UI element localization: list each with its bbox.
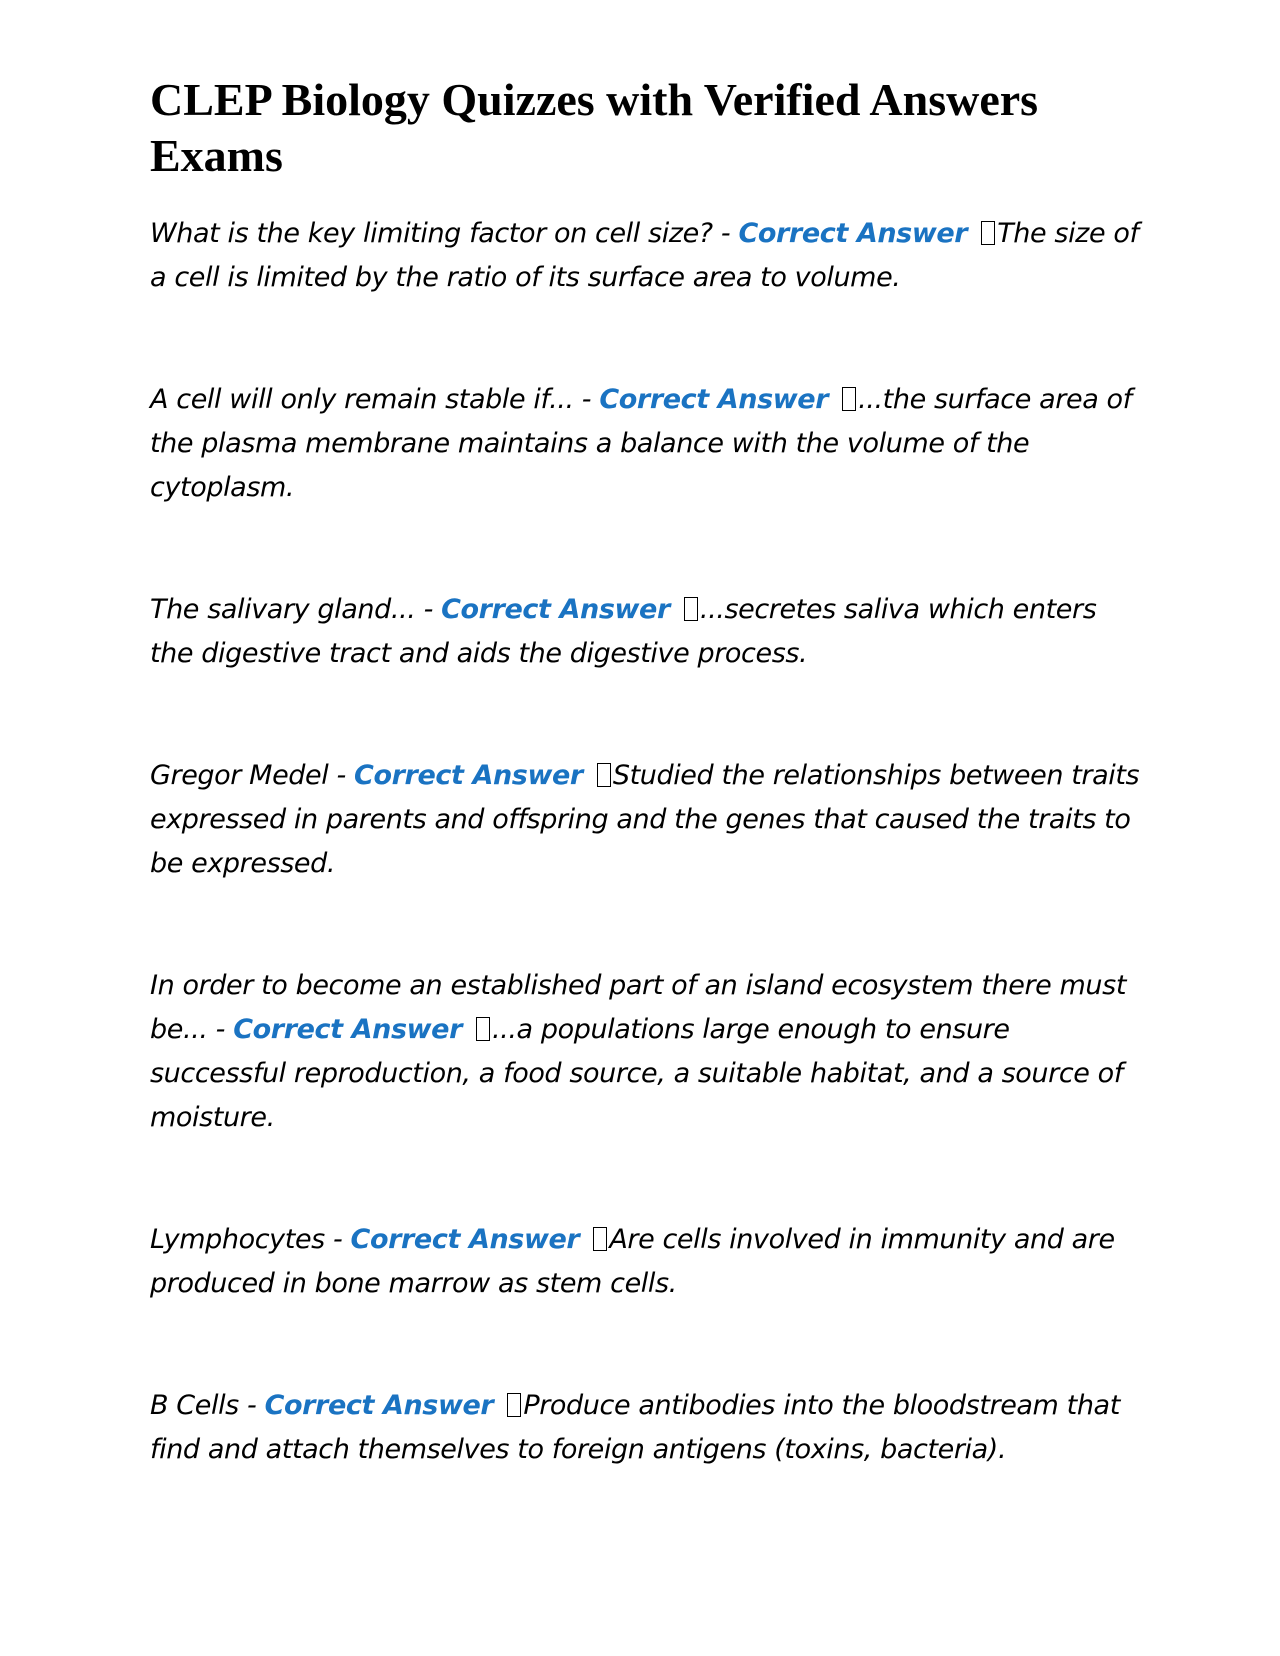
correct-answer-label: Correct Answer <box>738 218 968 249</box>
missing-glyph-icon <box>684 597 698 621</box>
correct-answer-label: Correct Answer <box>233 1014 462 1045</box>
missing-glyph-icon <box>476 1017 490 1041</box>
qa-item <box>150 588 1140 676</box>
document-title: CLEP Biology Quizzes with Verified Answers Exams <box>150 74 1039 181</box>
correct-answer-label: Correct Answer <box>354 760 583 791</box>
missing-glyph-icon <box>981 221 995 245</box>
qa-item <box>150 1218 1140 1306</box>
missing-glyph-icon <box>593 1227 607 1251</box>
qa-item <box>150 1384 1140 1472</box>
qa-item <box>150 754 1140 886</box>
qa-item <box>150 964 1140 1140</box>
qa-item <box>150 378 1140 510</box>
missing-glyph-icon <box>507 1393 521 1417</box>
answer-text: The size of a cell is limited by the ratio of its surface area to volume. <box>150 218 1139 293</box>
answer-text: ...the surface area of the plasma membrane maintains a balance with the volume of the cytoplasm. <box>150 384 1132 503</box>
question-text: What is the key limiting factor on cell size? - <box>150 218 731 249</box>
correct-answer-label: Correct Answer <box>441 594 670 625</box>
answer-text: Produce antibodies into the bloodstream that find and attach themselves to foreign antigens (toxins, bacteria). <box>150 1390 1120 1465</box>
question-text: The salivary gland... - <box>150 594 433 625</box>
question-text: A cell will only remain stable if... - <box>150 384 592 415</box>
answer-text: ...secretes saliva which enters the digestive tract and aids the digestive process. <box>150 594 1097 669</box>
question-text: Gregor Medel - <box>150 760 346 791</box>
qa-item <box>150 212 1140 300</box>
question-text: B Cells - <box>150 1390 257 1421</box>
question-text: In order to become an established part of an island ecosystem there must be... - <box>150 970 1127 1045</box>
answer-text: Studied the relationships between traits expressed in parents and offspring and the genes that caused the traits to be expressed. <box>150 760 1140 879</box>
question-text: Lymphocytes - <box>150 1224 343 1255</box>
missing-glyph-icon <box>842 387 856 411</box>
document-page <box>150 72 1140 1550</box>
answer-text: Are cells involved in immunity and are produced in bone marrow as stem cells. <box>150 1224 1115 1299</box>
missing-glyph-icon <box>597 763 611 787</box>
correct-answer-label: Correct Answer <box>350 1224 580 1255</box>
correct-answer-label: Correct Answer <box>264 1390 494 1421</box>
answer-text: ...a populations large enough to ensure successful reproduction, a food source, a suitable habitat, and a source of moisture. <box>150 1014 1123 1133</box>
correct-answer-label: Correct Answer <box>599 384 829 415</box>
